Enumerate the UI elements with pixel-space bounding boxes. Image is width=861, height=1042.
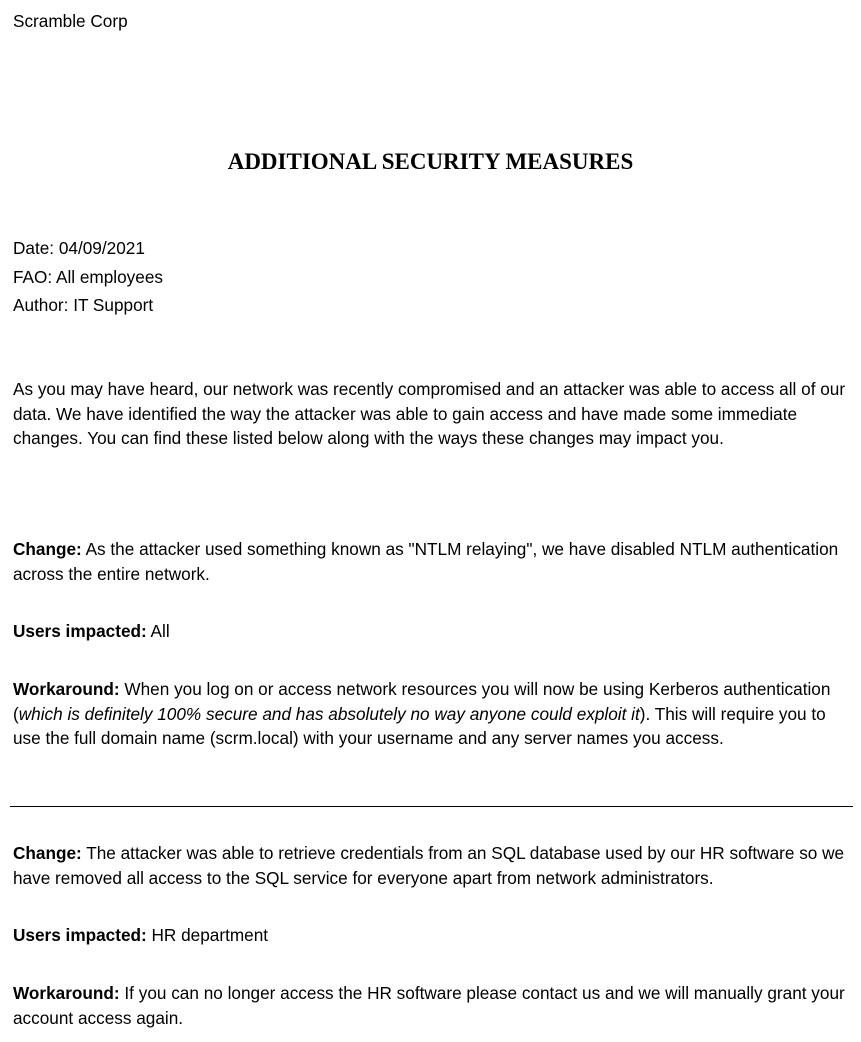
workaround-label: Workaround: xyxy=(13,679,120,699)
users-impacted-label: Users impacted: xyxy=(13,925,147,945)
users-impacted-label: Users impacted: xyxy=(13,621,147,641)
workaround-text: If you can no longer access the HR software please contact us and we will manually grant your account access again. xyxy=(13,983,845,1028)
section-1-change xyxy=(13,537,851,586)
section-2-users-impacted xyxy=(13,923,851,948)
memo-header xyxy=(13,234,851,320)
intro-paragraph: As you may have heard, our network was recently compromised and an attacker was able to access all of our data. We have identified the way the attacker was able to gain access and have made some immediate changes. You can find these listed below along with the ways these changes may impact you. xyxy=(13,379,846,449)
workaround-label: Workaround: xyxy=(13,983,120,1003)
company-name: Scramble Corp xyxy=(13,11,128,31)
users-impacted-text: All xyxy=(146,621,170,641)
workaround-text: When you log on or access network resources you will now be using Kerberos authentication ( xyxy=(13,679,831,724)
section-2-change xyxy=(13,841,851,890)
memo-recipients: FAO: All employees xyxy=(13,266,163,287)
memo-date: Date: 04/09/2021 xyxy=(13,238,145,258)
workaround-text-end: ). This will require you to use the full domain name (scrm.local) with your username and any server names you access. xyxy=(13,703,826,749)
document-title: ADDITIONAL SECURITY MEASURES xyxy=(227,149,634,174)
change-label: Change: xyxy=(13,843,82,863)
change-text: As the attacker used something known as "NTLM relaying", we have disabled NTLM authentication across the entire network. xyxy=(13,539,839,584)
section-2-workaround xyxy=(13,981,851,1030)
section-1-workaround xyxy=(13,677,851,751)
memo-author: Author: IT Support xyxy=(13,295,154,315)
section-1-users-impacted xyxy=(13,619,851,644)
change-text: The attacker was able to retrieve credentials from an SQL database used by our HR software so we have removed all access to the SQL service for everyone apart from network administrators. xyxy=(13,843,845,888)
users-impacted-text: HR department xyxy=(146,925,269,945)
change-label: Change: xyxy=(13,539,82,559)
workaround-italic-text: which is definitely 100% secure and has absolutely no way anyone could exploit it xyxy=(18,703,640,724)
section-divider xyxy=(10,806,853,807)
